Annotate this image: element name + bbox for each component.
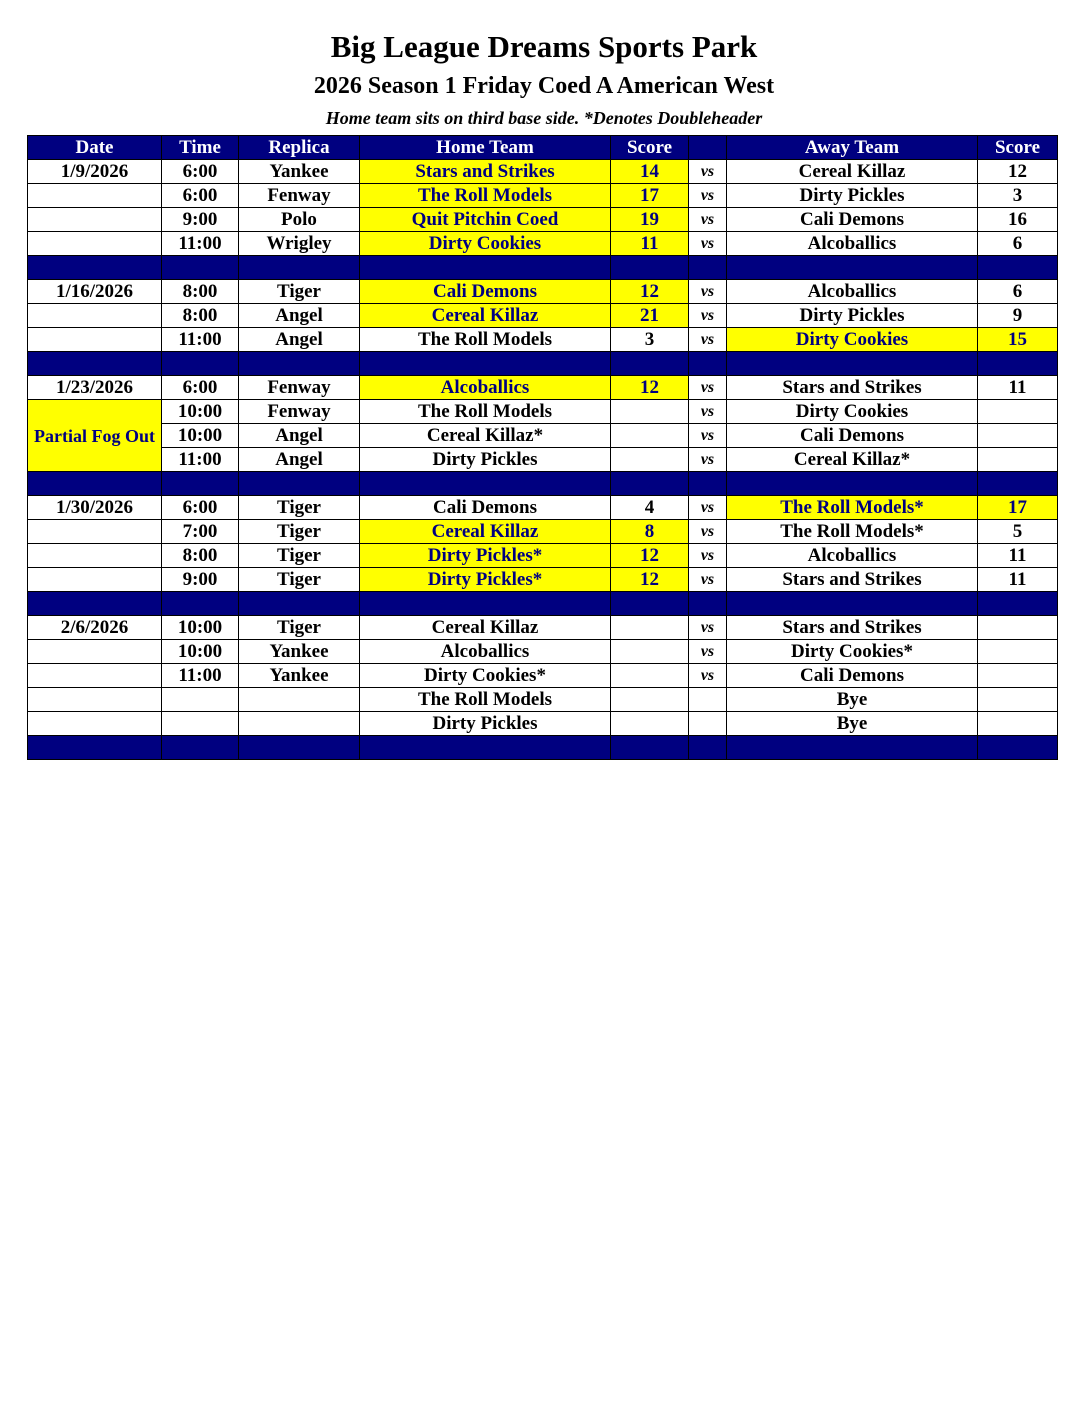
time-cell: 10:00 — [162, 616, 239, 640]
replica-cell: Angel — [239, 448, 360, 472]
away-score-cell — [978, 664, 1058, 688]
home-team-cell: Alcoballics — [360, 376, 611, 400]
home-team-cell: The Roll Models — [360, 184, 611, 208]
home-team-cell: Quit Pitchin Coed — [360, 208, 611, 232]
table-row — [28, 280, 1058, 304]
vs-cell: vs — [689, 544, 727, 568]
table-row — [28, 712, 1058, 736]
away-score-cell: 15 — [978, 328, 1058, 352]
away-team-cell: The Roll Models* — [727, 496, 978, 520]
home-team-cell: Dirty Pickles* — [360, 568, 611, 592]
date-cell — [28, 328, 162, 352]
away-score-cell: 5 — [978, 520, 1058, 544]
replica-cell: Polo — [239, 208, 360, 232]
home-team-cell: Cereal Killaz — [360, 616, 611, 640]
away-team-cell: Cali Demons — [727, 664, 978, 688]
away-team-cell: Stars and Strikes — [727, 568, 978, 592]
table-row — [28, 184, 1058, 208]
table-row — [28, 568, 1058, 592]
time-cell: 8:00 — [162, 544, 239, 568]
date-cell — [28, 568, 162, 592]
table-row — [28, 328, 1058, 352]
away-score-cell: 6 — [978, 232, 1058, 256]
vs-cell: vs — [689, 520, 727, 544]
home-team-cell: Cereal Killaz — [360, 520, 611, 544]
time-cell: 10:00 — [162, 400, 239, 424]
time-cell: 6:00 — [162, 184, 239, 208]
page-subtitle: 2026 Season 1 Friday Coed A American West — [313, 73, 775, 99]
away-score-cell — [978, 400, 1058, 424]
date-cell — [28, 640, 162, 664]
replica-cell: Fenway — [239, 400, 360, 424]
away-team-cell: Cereal Killaz* — [727, 448, 978, 472]
home-team-cell: Dirty Cookies — [360, 232, 611, 256]
away-team-cell: Cali Demons — [727, 424, 978, 448]
table-row — [28, 232, 1058, 256]
home-score-cell: 3 — [611, 328, 689, 352]
home-score-cell: 12 — [611, 544, 689, 568]
replica-cell — [239, 712, 360, 736]
away-score-cell — [978, 448, 1058, 472]
vs-cell: vs — [689, 640, 727, 664]
time-cell: 6:00 — [162, 160, 239, 184]
time-cell: 6:00 — [162, 496, 239, 520]
separator-row — [28, 352, 1058, 376]
time-cell: 9:00 — [162, 568, 239, 592]
replica-cell: Tiger — [239, 616, 360, 640]
page-title: Big League Dreams Sports Park — [330, 29, 758, 64]
home-team-cell: The Roll Models — [360, 328, 611, 352]
replica-cell: Wrigley — [239, 232, 360, 256]
away-team-cell: Dirty Pickles — [727, 304, 978, 328]
col-home-score-header: Score — [611, 136, 689, 160]
vs-cell — [689, 688, 727, 712]
col-home-team-header: Home Team — [360, 136, 611, 160]
away-team-cell: Cereal Killaz — [727, 160, 978, 184]
home-team-cell: Dirty Cookies* — [360, 664, 611, 688]
vs-cell — [689, 712, 727, 736]
home-score-cell: 12 — [611, 280, 689, 304]
vs-cell: vs — [689, 328, 727, 352]
home-score-cell — [611, 400, 689, 424]
fog-out-note: Partial Fog Out — [28, 400, 162, 472]
vs-cell: vs — [689, 160, 727, 184]
replica-cell: Angel — [239, 424, 360, 448]
away-team-cell: Bye — [727, 712, 978, 736]
replica-cell: Tiger — [239, 496, 360, 520]
table-row — [28, 304, 1058, 328]
table-row — [28, 544, 1058, 568]
col-away-team-header: Away Team — [727, 136, 978, 160]
separator-row — [28, 592, 1058, 616]
date-cell — [28, 208, 162, 232]
home-team-cell: Cereal Killaz* — [360, 424, 611, 448]
home-score-cell — [611, 712, 689, 736]
away-team-cell: Bye — [727, 688, 978, 712]
home-team-cell: Dirty Pickles* — [360, 544, 611, 568]
separator-row — [28, 256, 1058, 280]
time-cell: 8:00 — [162, 280, 239, 304]
home-score-cell — [611, 616, 689, 640]
replica-cell: Fenway — [239, 376, 360, 400]
away-team-cell: Alcoballics — [727, 232, 978, 256]
date-cell — [28, 184, 162, 208]
away-team-cell: Dirty Cookies — [727, 328, 978, 352]
away-team-cell: Cali Demons — [727, 208, 978, 232]
home-score-cell: 4 — [611, 496, 689, 520]
col-replica-header: Replica — [239, 136, 360, 160]
table-row — [28, 160, 1058, 184]
table-row — [28, 616, 1058, 640]
away-score-cell — [978, 712, 1058, 736]
col-time-header: Time — [162, 136, 239, 160]
home-score-cell — [611, 448, 689, 472]
date-cell — [28, 688, 162, 712]
home-score-cell: 17 — [611, 184, 689, 208]
replica-cell: Tiger — [239, 280, 360, 304]
home-score-cell: 14 — [611, 160, 689, 184]
date-cell — [28, 304, 162, 328]
vs-cell: vs — [689, 424, 727, 448]
date-cell: 2/6/2026 — [28, 616, 162, 640]
home-score-cell — [611, 424, 689, 448]
table-row — [28, 664, 1058, 688]
replica-cell: Yankee — [239, 640, 360, 664]
home-score-cell — [611, 664, 689, 688]
replica-cell: Yankee — [239, 664, 360, 688]
replica-cell: Tiger — [239, 520, 360, 544]
separator-row — [28, 736, 1058, 760]
col-date-header: Date — [28, 136, 162, 160]
away-team-cell: Dirty Cookies — [727, 400, 978, 424]
time-cell: 11:00 — [162, 664, 239, 688]
time-cell — [162, 688, 239, 712]
table-row — [28, 376, 1058, 400]
table-row — [28, 640, 1058, 664]
away-score-cell — [978, 616, 1058, 640]
time-cell: 6:00 — [162, 376, 239, 400]
away-team-cell: Dirty Pickles — [727, 184, 978, 208]
separator-row — [28, 472, 1058, 496]
replica-cell: Yankee — [239, 160, 360, 184]
date-cell: 1/23/2026 — [28, 376, 162, 400]
vs-cell: vs — [689, 184, 727, 208]
home-score-cell: 12 — [611, 376, 689, 400]
time-cell: 11:00 — [162, 448, 239, 472]
away-score-cell — [978, 424, 1058, 448]
away-score-cell: 6 — [978, 280, 1058, 304]
table-row — [28, 208, 1058, 232]
time-cell: 11:00 — [162, 328, 239, 352]
vs-cell: vs — [689, 208, 727, 232]
away-score-cell: 11 — [978, 544, 1058, 568]
home-team-cell: The Roll Models — [360, 688, 611, 712]
vs-cell: vs — [689, 280, 727, 304]
time-cell — [162, 712, 239, 736]
home-score-cell — [611, 640, 689, 664]
away-score-cell: 12 — [978, 160, 1058, 184]
home-score-cell: 21 — [611, 304, 689, 328]
away-score-cell: 17 — [978, 496, 1058, 520]
table-row — [28, 400, 1058, 424]
date-cell — [28, 544, 162, 568]
home-score-cell: 12 — [611, 568, 689, 592]
table-row — [28, 424, 1058, 448]
home-team-cell: Cereal Killaz — [360, 304, 611, 328]
home-score-cell: 19 — [611, 208, 689, 232]
schedule-table — [27, 135, 1058, 760]
vs-cell: vs — [689, 568, 727, 592]
vs-cell: vs — [689, 496, 727, 520]
away-score-cell: 16 — [978, 208, 1058, 232]
away-team-cell: Alcoballics — [727, 544, 978, 568]
table-row — [28, 496, 1058, 520]
home-score-cell: 11 — [611, 232, 689, 256]
away-team-cell: Dirty Cookies* — [727, 640, 978, 664]
home-team-cell: Dirty Pickles — [360, 448, 611, 472]
away-team-cell: Stars and Strikes — [727, 376, 978, 400]
replica-cell: Tiger — [239, 568, 360, 592]
col-vs-header — [689, 136, 727, 160]
date-cell: 1/16/2026 — [28, 280, 162, 304]
date-cell: 1/30/2026 — [28, 496, 162, 520]
time-cell: 9:00 — [162, 208, 239, 232]
away-score-cell — [978, 640, 1058, 664]
date-cell — [28, 664, 162, 688]
home-team-cell: The Roll Models — [360, 400, 611, 424]
header-row — [28, 136, 1058, 160]
time-cell: 11:00 — [162, 232, 239, 256]
home-team-cell: Cali Demons — [360, 280, 611, 304]
home-score-cell: 8 — [611, 520, 689, 544]
col-away-score-header: Score — [978, 136, 1058, 160]
time-cell: 7:00 — [162, 520, 239, 544]
date-cell: 1/9/2026 — [28, 160, 162, 184]
home-team-cell: Cali Demons — [360, 496, 611, 520]
away-score-cell — [978, 688, 1058, 712]
away-score-cell: 11 — [978, 376, 1058, 400]
away-team-cell: Stars and Strikes — [727, 616, 978, 640]
home-team-cell: Dirty Pickles — [360, 712, 611, 736]
away-team-cell: Alcoballics — [727, 280, 978, 304]
vs-cell: vs — [689, 304, 727, 328]
home-team-cell: Alcoballics — [360, 640, 611, 664]
away-score-cell: 9 — [978, 304, 1058, 328]
replica-cell: Angel — [239, 304, 360, 328]
vs-cell: vs — [689, 448, 727, 472]
table-row — [28, 520, 1058, 544]
away-score-cell: 11 — [978, 568, 1058, 592]
away-score-cell: 3 — [978, 184, 1058, 208]
time-cell: 10:00 — [162, 640, 239, 664]
replica-cell: Fenway — [239, 184, 360, 208]
replica-cell: Angel — [239, 328, 360, 352]
away-team-cell: The Roll Models* — [727, 520, 978, 544]
table-row — [28, 448, 1058, 472]
vs-cell: vs — [689, 616, 727, 640]
vs-cell: vs — [689, 232, 727, 256]
date-cell — [28, 712, 162, 736]
date-cell — [28, 520, 162, 544]
home-score-cell — [611, 688, 689, 712]
vs-cell: vs — [689, 400, 727, 424]
vs-cell: vs — [689, 376, 727, 400]
time-cell: 8:00 — [162, 304, 239, 328]
vs-cell: vs — [689, 664, 727, 688]
replica-cell: Tiger — [239, 544, 360, 568]
date-cell — [28, 232, 162, 256]
time-cell: 10:00 — [162, 424, 239, 448]
home-team-cell: Stars and Strikes — [360, 160, 611, 184]
table-row — [28, 688, 1058, 712]
replica-cell — [239, 688, 360, 712]
page-note: Home team sits on third base side. *Denotes Doubleheader — [325, 108, 763, 128]
